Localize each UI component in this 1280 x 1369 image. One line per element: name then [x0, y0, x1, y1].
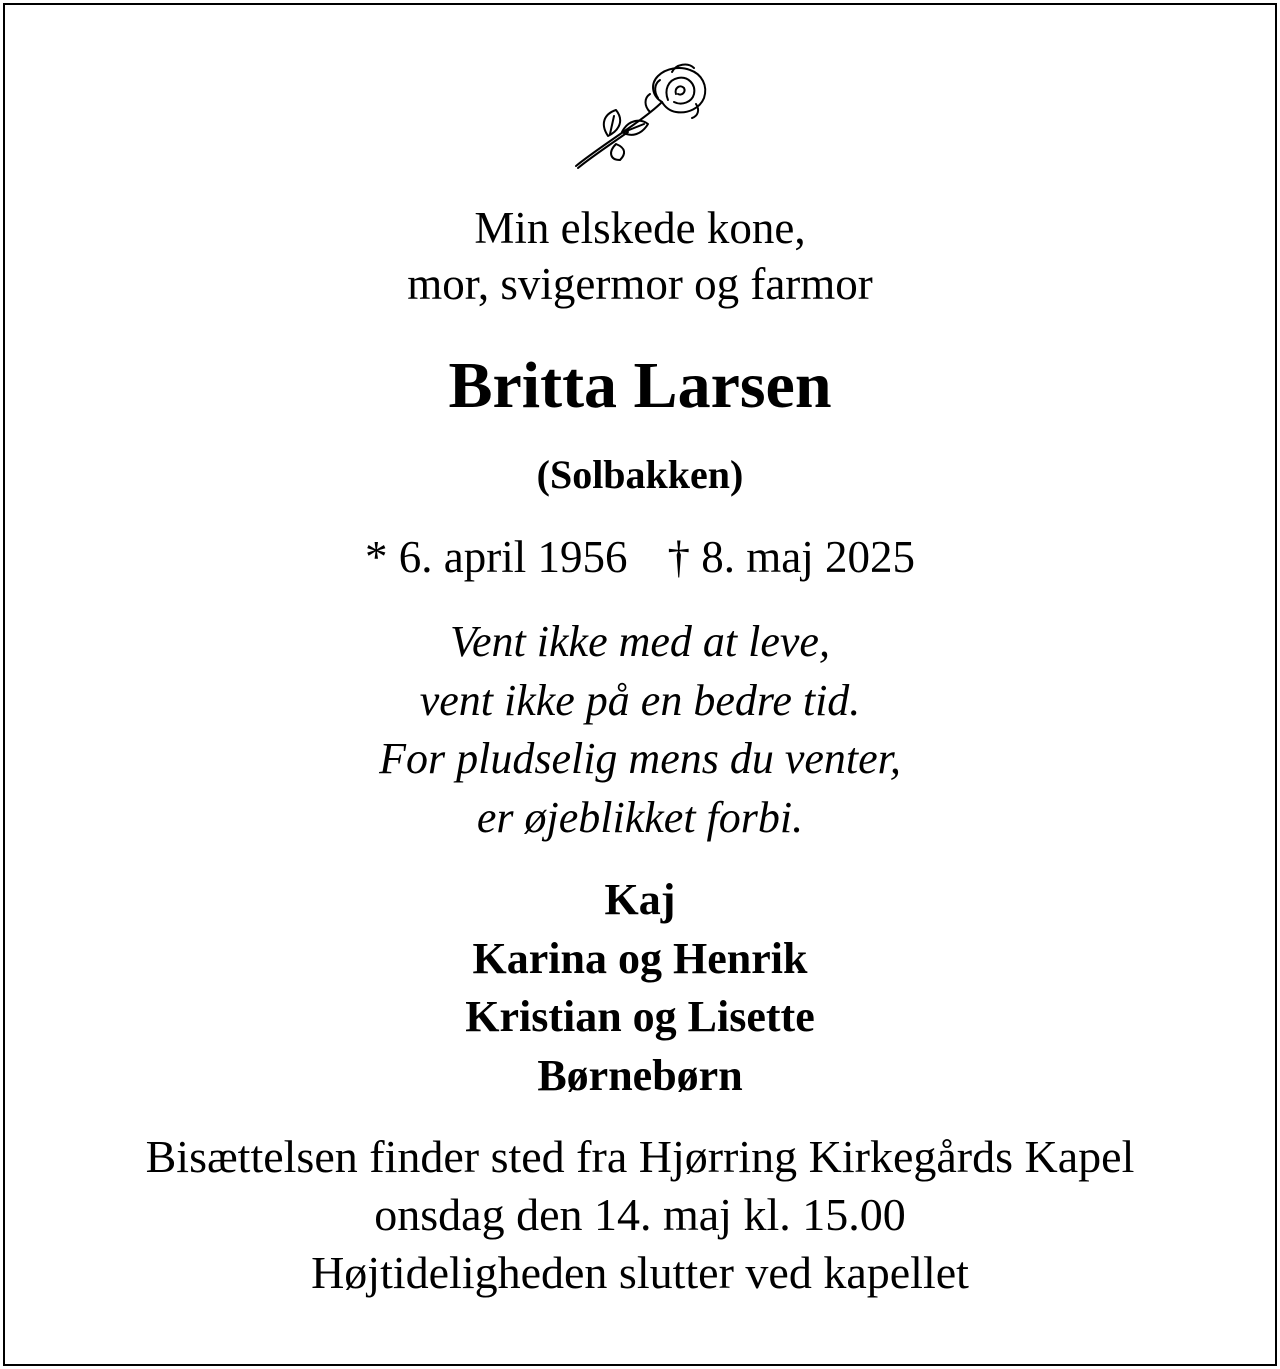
verse-line: er øjeblikket forbi.	[476, 792, 804, 842]
ceremony-line: Højtideligheden slutter ved kapellet	[311, 1247, 969, 1298]
verse-line: For pludselig mens du venter,	[379, 734, 901, 783]
intro-line: mor, svigermor og farmor	[407, 259, 873, 309]
family-member: Karina og Henrik	[472, 933, 808, 983]
memorial-verse	[0, 613, 1280, 847]
family-member: Kristian og Lisette	[465, 992, 815, 1041]
ceremony-line: onsdag den 14. maj kl. 15.00	[374, 1189, 906, 1240]
family-member: Børnebørn	[537, 1050, 743, 1100]
verse-line: Vent ikke med at leve,	[450, 617, 830, 666]
verse-line: vent ikke på en bedre tid.	[419, 675, 861, 725]
death-symbol: †	[667, 532, 690, 582]
ceremony-line: Bisættelsen finder sted fra Hjørring Kirkegårds Kapel	[145, 1131, 1135, 1182]
life-dates	[0, 528, 1280, 586]
death-date: 8. maj 2025	[701, 532, 915, 582]
deceased-nickname: (Solbakken)	[536, 452, 744, 497]
family-names	[0, 871, 1280, 1105]
ceremony-info	[0, 1128, 1280, 1302]
deceased-name: Britta Larsen	[448, 349, 832, 422]
intro-line: Min elskede kone,	[474, 203, 806, 253]
intro-text	[0, 200, 1280, 312]
birth-symbol: *	[365, 532, 388, 582]
birth-date: 6. april 1956	[398, 532, 628, 582]
rose-icon	[568, 60, 716, 172]
family-member: Kaj	[604, 875, 676, 924]
